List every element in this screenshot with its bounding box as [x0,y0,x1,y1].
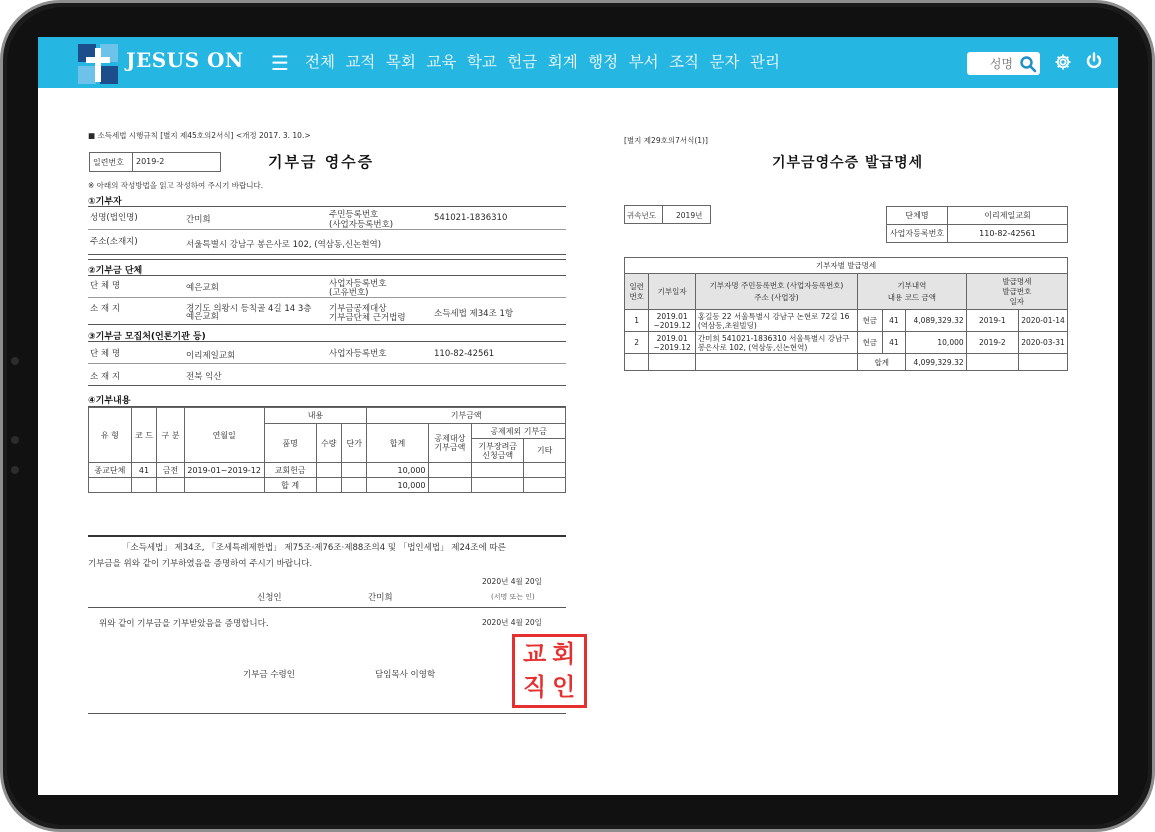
org-label: 단체명 [887,207,948,225]
sum-type [89,478,132,493]
collector-name-label: 단 체 명 [90,349,121,359]
collector-location-label: 소 재 지 [90,372,121,382]
menu-item-pastoral[interactable]: 목회 [385,53,416,71]
sum-other [524,478,566,493]
header-content [858,274,967,310]
donor-id: 541021-1836310 [434,213,508,223]
row-kind: 현금 [858,310,882,332]
header-excluded: 공제제외 기부금 [472,424,566,439]
row-donor-line2: 봉은사로 102, (역삼동,신논현역) [697,342,808,352]
header-type: 유 형 [89,408,132,463]
row-date [649,332,695,354]
divider [132,152,133,172]
header-grant-line1: 기부장려금 [478,441,518,451]
menu-item-offering[interactable]: 헌금 [507,53,538,71]
header-deductible-line1: 공제대상 [434,434,466,443]
row-type: 종교단체 [89,463,132,478]
org-info-table [886,206,1068,243]
applicant-name: 간미희 [368,593,393,603]
sum-donor [695,354,857,371]
header-period: 연월일 [184,408,264,463]
table-row [625,332,1068,354]
row-date-line1: 2019.01 [656,311,688,321]
row-issue-no: 2019-2 [966,332,1018,354]
row-item: 교회헌금 [264,463,316,478]
header-amount-group: 기부금액 [367,408,566,424]
donor-address-label: 주소(소재지) [90,237,138,247]
main-menu [305,50,790,72]
year-label: 귀속년도 [627,211,656,220]
reg-value: 110-82-42561 [948,225,1068,243]
row-qty [316,463,341,478]
receipt-title: 기부금 영수증 [268,153,375,171]
menu-item-organization[interactable]: 조직 [669,53,700,71]
row-code: 41 [882,332,906,354]
table-row [625,310,1068,332]
row-amount: 10,000 [906,332,966,354]
divider [88,206,566,207]
row-issue-no: 2019-1 [966,310,1018,332]
header-serial [625,274,649,310]
header-content-line1: 기부내역 [897,280,927,290]
hamburger-menu-icon[interactable]: ☰ [271,51,289,75]
menu-item-management[interactable]: 관리 [749,53,780,71]
search-box [967,52,1040,75]
org-law-label-2: 기부금단체 근거법령 [329,313,406,323]
row-no: 1 [625,310,649,332]
form-reference: [별지 제29호의7서식(1)] [624,136,708,145]
divider [88,607,566,608]
row-date-line2: ~2019.12 [653,320,691,330]
sum-qty [316,478,341,493]
sum-amount: 4,099,329.32 [906,354,966,371]
row-kind: 금전 [157,463,184,478]
sum-date [649,354,695,371]
serial-label: 일련번호 [93,158,124,167]
org-law-label: 기부금공제대상 [329,304,387,314]
sum-label: 합 계 [264,478,316,493]
confirm-date: 2020년 4월 20일 [482,618,542,627]
sum-price [341,478,366,493]
row-grant [472,463,524,478]
sum-deductible [428,478,472,493]
serial-value: 2019-2 [136,157,165,166]
divider [88,297,566,298]
sum-issue-date [1019,354,1068,371]
org-name-label: 단 체 명 [90,281,121,291]
search-input[interactable] [967,52,1013,75]
divider [88,275,566,276]
row-kind: 현금 [858,332,882,354]
row-total: 10,000 [367,463,428,478]
header-qty: 수량 [316,424,341,463]
row-other [524,463,566,478]
divider [88,254,566,255]
divider [88,535,566,537]
header-content-line2: 내용 코드 금액 [887,292,936,302]
reg-label: 사업자등록번호 [887,225,948,243]
section-collector: ③기부금 모집처(언론기관 등) [88,332,206,342]
menu-item-department[interactable]: 부서 [628,53,659,71]
header-code: 코 드 [131,408,156,463]
org-name: 예은교회 [186,283,219,293]
header-issue-line1: 발급명세 [1002,276,1032,286]
stamp-line1: 교회 [523,640,582,668]
camera-dot [11,357,19,365]
org-reg-label-2: (고유번호) [329,288,369,298]
header-donor-line1: 기부자명 주민등록번호 (사업자등록번호) [709,280,844,290]
screen [38,37,1118,795]
org-value: 이리제일교회 [948,207,1068,225]
org-reg-label: 사업자등록번호 [329,279,387,289]
header-serial-line1: 일련 [629,281,644,291]
confirm-text: 위와 같이 기부금을 기부받았음을 증명합니다. [99,619,269,629]
section-content: ④기부내용 [88,396,131,406]
header-other: 기타 [524,439,566,463]
sign-note: (서명 또는 인) [491,593,535,601]
year-value: 2019년 [676,211,703,220]
header-price: 단가 [341,424,366,463]
request-date: 2020년 4월 20일 [482,577,542,586]
receiver-label: 기부금 수령인 [243,670,295,680]
row-donor [695,332,857,354]
law-reference: ■ 소득세법 시행규칙 [별지 제45호의2서식] <개정 2017. 3. 10.> [88,131,311,140]
side-button [11,436,19,444]
row-date-line2: ~2019.12 [653,342,691,352]
sum-kind [157,478,184,493]
row-donor-line1: 홍길동 22 서울특별시 강남구 논현로 72길 16 [697,311,850,321]
menu-item-school[interactable]: 학교 [466,53,497,71]
row-donor-line1: 간미희 541021-1836310 서울특별시 강남구 [697,333,850,343]
row-code: 41 [882,310,906,332]
header-donor [695,274,857,310]
sum-period [184,478,264,493]
menu-item-message[interactable]: 문자 [709,53,740,71]
header-grant-line2: 신청금액 [482,450,514,460]
row-date-line1: 2019.01 [656,333,688,343]
statement-line2: 기부금을 위와 같이 기부하였음을 증명하여 주시기 바랍니다. [88,559,313,569]
issuance-table-title: 기부자별 발급명세 [625,258,1068,274]
row-deductible [428,463,472,478]
menu-item-admin[interactable]: 행정 [588,53,619,71]
collector-location: 전북 익산 [186,372,222,382]
donor-address: 서울특별시 강남구 봉은사로 102, (역삼동,신논현역) [186,240,382,250]
divider [88,363,566,364]
header-donor-line2: 주소 (사업장) [754,292,799,302]
row-issue-date: 2020-03-31 [1019,332,1068,354]
donor-name-label: 성명(법인명) [90,213,138,223]
sum-no [625,354,649,371]
stamp-line2: 직인 [523,673,582,701]
collector-reg-label: 사업자등록번호 [329,349,387,359]
collector-reg: 110-82-42561 [434,349,495,359]
issuance-table [624,257,1068,371]
header-issue-line2: 발급번호 [1002,286,1032,296]
receipt-note: ※ 아래의 작성방법을 읽고 작성하여 주시기 바랍니다. [88,181,264,190]
applicant-label: 신청인 [257,593,282,603]
row-date [649,310,695,332]
sum-grant [472,478,524,493]
menu-item-education[interactable]: 교육 [426,53,457,71]
header-deductible [428,424,472,463]
sum-label: 합계 [858,354,906,371]
row-no: 2 [625,332,649,354]
menu-item-members[interactable]: 교적 [345,53,376,71]
section-org: ②기부금 단체 [88,266,143,276]
donor-id-label: 주민등록번호 [329,210,379,220]
church-seal-stamp [512,634,587,708]
cross-logo-icon[interactable] [78,44,118,84]
sum-issue-no [966,354,1018,371]
org-law: 소득세법 제34조 1항 [434,309,514,319]
logo-text[interactable]: JESUS ON [126,48,244,72]
row-price [341,463,366,478]
divider [88,259,566,260]
donation-content-table [88,407,566,493]
statement-title: 기부금영수증 발급명세 [772,155,924,171]
menu-item-all[interactable]: 전체 [305,53,335,71]
header-kind: 구 분 [157,408,184,463]
receiver-name: 담임목사 이영학 [375,670,436,680]
row-issue-date: 2020-01-14 [1019,310,1068,332]
donor-name: 간미희 [186,215,211,225]
header-total: 합계 [367,424,428,463]
menu-item-accounting[interactable]: 회계 [547,53,578,71]
statement-line1: 「소득세법」 제34조, 「조세특례제한법」 제75조·제76조·제88조의4 및 「법인세법」 제24조에 따른 [122,543,506,553]
row-amount: 4,089,329.32 [906,310,966,332]
collector-name: 이리제일교회 [186,351,236,361]
divider [88,229,566,230]
divider [88,341,566,342]
header-content: 내용 [264,408,367,424]
row-donor-line2: (역삼동,초원빌딩) [697,320,757,330]
org-location-2: 예은교회 [186,312,219,322]
sum-row [625,354,1068,371]
header-issue [966,274,1067,310]
org-location: 경기도 의왕시 등칙골 4길 14 3층 [186,304,312,314]
search-icon[interactable] [1019,55,1037,73]
gear-icon[interactable] [1054,53,1072,71]
sum-code [131,478,156,493]
power-icon[interactable] [1085,52,1103,70]
divider [88,713,566,714]
header-serial-line2: 번호 [629,291,644,301]
divider [88,324,566,325]
header-issue-line3: 일자 [1009,296,1025,306]
side-button [11,466,19,474]
header-item: 품명 [264,424,316,463]
section-donor: ①기부자 [88,197,122,207]
row-code: 41 [131,463,156,478]
row-donor [695,310,857,332]
header-date: 기부일자 [649,274,695,310]
org-location-label: 소 재 지 [90,304,121,314]
divider [662,205,663,224]
top-nav-bar [38,37,1118,88]
divider [88,385,566,386]
donor-id-label-2: (사업자등록번호) [329,220,394,230]
row-period: 2019-01~2019-12 [184,463,264,478]
header-grant [472,439,524,463]
sum-total: 10,000 [367,478,428,493]
header-deductible-line2: 기부금액 [434,443,466,452]
